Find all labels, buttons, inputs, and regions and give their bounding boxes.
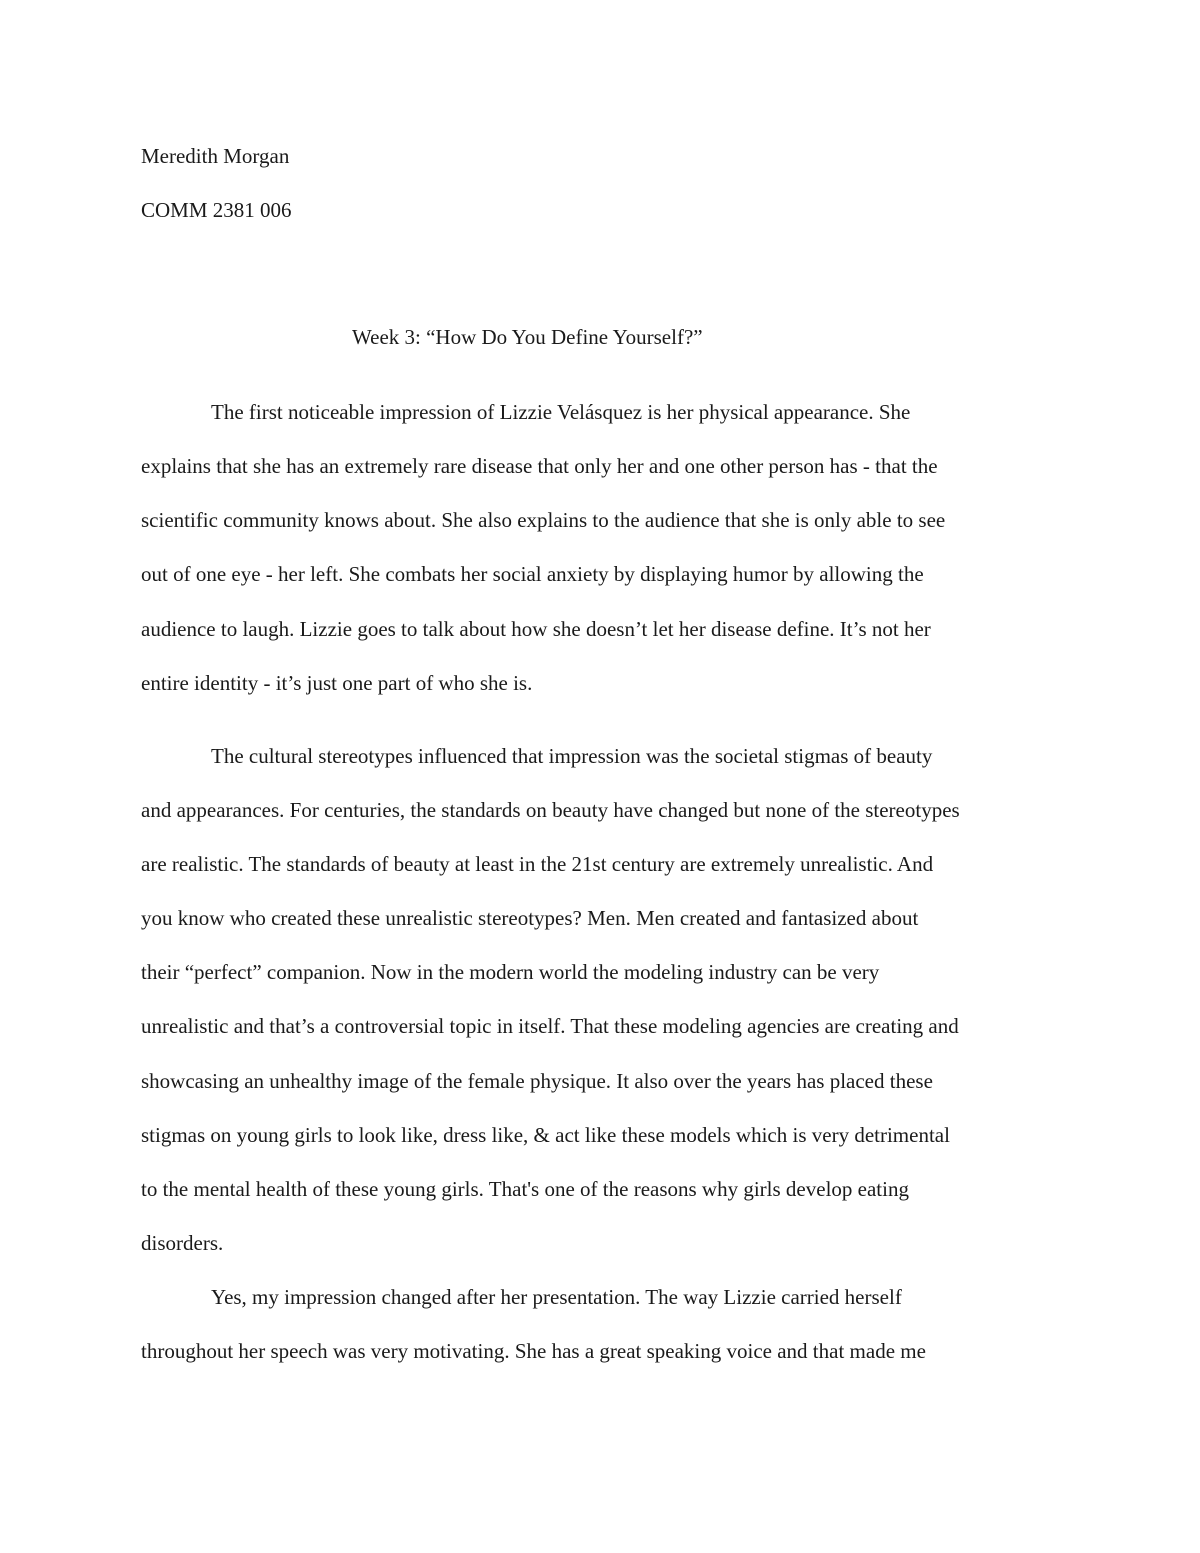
paragraph-line: The first noticeable impression of Lizzie Velásquez is her physical appearance. She	[211, 400, 911, 424]
paragraph-line: explains that she has an extremely rare disease that only her and one other person has - that the	[141, 454, 938, 478]
course-code: COMM 2381 006	[141, 198, 292, 222]
paragraph-line: and appearances. For centuries, the standards on beauty have changed but none of the stereotypes	[141, 798, 960, 822]
paragraph-line: unrealistic and that’s a controversial topic in itself. That these modeling agencies are creating and	[141, 1014, 959, 1038]
paragraph-line: disorders.	[141, 1231, 224, 1255]
paragraph-line: stigmas on young girls to look like, dress like, & act like these models which is very detrimental	[141, 1123, 950, 1147]
paragraph-line: Yes, my impression changed after her presentation. The way Lizzie carried herself	[211, 1285, 902, 1309]
paragraph-line: out of one eye - her left. She combats her social anxiety by displaying humor by allowing the	[141, 562, 924, 586]
paragraph-line: audience to laugh. Lizzie goes to talk about how she doesn’t let her disease define. It’s not her	[141, 617, 931, 641]
paragraph-line: entire identity - it’s just one part of who she is.	[141, 671, 533, 695]
paragraph-line: to the mental health of these young girls. That's one of the reasons why girls develop eating	[141, 1177, 909, 1201]
paragraph-line: throughout her speech was very motivating. She has a great speaking voice and that made me	[141, 1339, 926, 1363]
document-title: Week 3: “How Do You Define Yourself?”	[352, 325, 703, 349]
paragraph-line: The cultural stereotypes influenced that impression was the societal stigmas of beauty	[211, 744, 933, 768]
paragraph-line: are realistic. The standards of beauty at least in the 21st century are extremely unrealistic. And	[141, 852, 934, 876]
author-name: Meredith Morgan	[141, 144, 290, 168]
paragraph-line: scientific community knows about. She also explains to the audience that she is only able to see	[141, 508, 946, 532]
paragraph-line: their “perfect” companion. Now in the modern world the modeling industry can be very	[141, 960, 880, 984]
paragraph-line: showcasing an unhealthy image of the female physique. It also over the years has placed these	[141, 1069, 933, 1093]
paragraph-line: you know who created these unrealistic stereotypes? Men. Men created and fantasized about	[141, 906, 919, 930]
